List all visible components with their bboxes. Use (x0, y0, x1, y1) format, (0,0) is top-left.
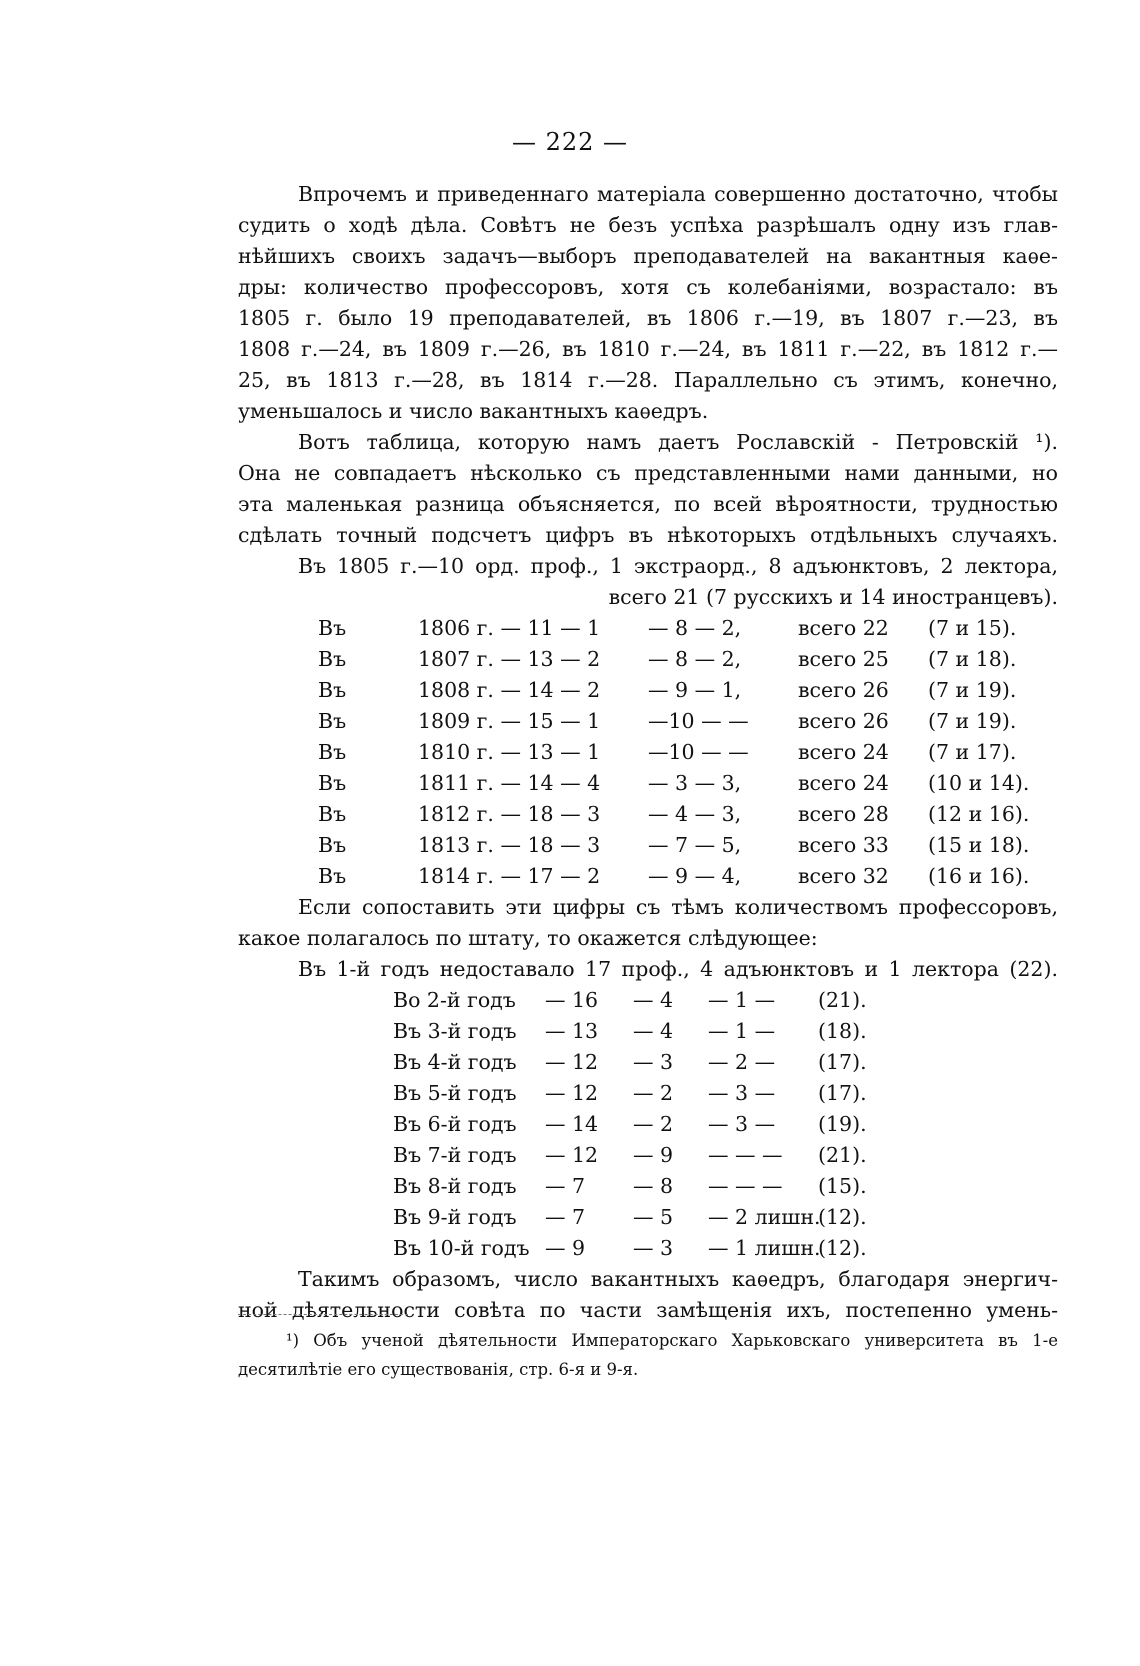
table-cell: 1812 г. — 18 — 3 (418, 802, 601, 826)
table-cell: — 2 (633, 1081, 674, 1105)
table-row (318, 706, 1058, 737)
table-cell: (18). (818, 1019, 867, 1043)
table-row (393, 1109, 1058, 1140)
table-cell: 1814 г. — 17 — 2 (418, 864, 601, 888)
table1-intro-line: Въ 1805 г.—10 орд. проф., 1 экстраорд., 8 адъюнктовъ, 2 лектора, (298, 554, 1058, 578)
table-cell: — 7 (545, 1174, 586, 1198)
table-cell: — 4 — 3, (648, 802, 742, 826)
table-cell: всего 25 (798, 647, 889, 671)
table-row (393, 1078, 1058, 1109)
table-row (318, 613, 1058, 644)
table-cell: Въ 8-й годъ (393, 1174, 517, 1198)
table-cell: Въ 5-й годъ (393, 1081, 517, 1105)
table-row (393, 1047, 1058, 1078)
table-cell: Во 2-й годъ (393, 988, 516, 1012)
table-cell: — 9 — 4, (648, 864, 742, 888)
text-line: судить о ходѣ дѣла. Совѣтъ не безъ успѣха разрѣшалъ одну изъ глав- (238, 213, 1058, 237)
table-cell: — 8 — 2, (648, 616, 742, 640)
table-row (393, 985, 1058, 1016)
table-cell: — 4 (633, 988, 674, 1012)
table-cell: — 5 (633, 1205, 674, 1229)
table-row (318, 644, 1058, 675)
footnote-line: ¹) Объ ученой дѣятельности Императорскаго Харьковскаго университета въ 1-е (286, 1331, 1058, 1350)
table-cell: Въ (318, 616, 347, 640)
footnote (238, 1326, 1058, 1384)
table-cell: (16 и 16). (928, 864, 1030, 888)
table-cell: 1808 г. — 14 — 2 (418, 678, 601, 702)
table-cell: (17). (818, 1081, 867, 1105)
table-cell: — — — (708, 1143, 783, 1167)
text-line: сдѣлать точный подсчетъ цифръ въ нѣкоторыхъ отдѣльныхъ случаяхъ. (238, 523, 1058, 547)
table-cell: 1807 г. — 13 — 2 (418, 647, 601, 671)
table-cell: Въ (318, 833, 347, 857)
text-line: дры: количество профессоровъ, хотя съ колебаніями, возрастало: въ (238, 275, 1058, 299)
main-text (238, 179, 1058, 1326)
table-cell: всего 24 (798, 771, 889, 795)
table-cell: (21). (818, 988, 867, 1012)
table-cell: —10 — — (648, 740, 749, 764)
text-line: 25, въ 1813 г.—28, въ 1814 г.—28. Параллельно съ этимъ, конечно, (238, 368, 1058, 392)
text-line: Впрочемъ и приведеннаго матеріала совершенно достаточно, чтобы (298, 182, 1058, 206)
table-row (318, 861, 1058, 892)
table-cell: — 1 — (708, 988, 776, 1012)
table-row (318, 675, 1058, 706)
table-cell: Въ 6-й годъ (393, 1112, 517, 1136)
table-cell: — 3 — (708, 1112, 776, 1136)
footnote-rule (238, 1314, 408, 1315)
table-cell: (12). (818, 1205, 867, 1229)
table-cell: — 1 — (708, 1019, 776, 1043)
table-cell: всего 26 (798, 709, 889, 733)
text-line: уменьшалось и число вакантныхъ каѳедръ. (238, 399, 709, 423)
table-cell: Въ (318, 678, 347, 702)
table-cell: — 7 (545, 1205, 586, 1229)
table-cell: всего 32 (798, 864, 889, 888)
table-row (393, 1202, 1058, 1233)
table-cell: — 12 (545, 1081, 599, 1105)
text-line: 1805 г. было 19 преподавателей, въ 1806 г.—19, въ 1807 г.—23, въ (238, 306, 1058, 330)
table-cell: — 9 (633, 1143, 674, 1167)
table-cell: (12 и 16). (928, 802, 1030, 826)
table-row (318, 768, 1058, 799)
footnote-line: десятилѣтіе его существованія, стр. 6-я и 9-я. (238, 1360, 639, 1379)
vacancy-table (238, 985, 1058, 1264)
table-row (393, 1016, 1058, 1047)
table-cell: Въ 3-й годъ (393, 1019, 517, 1043)
table-cell: — 12 (545, 1050, 599, 1074)
table-cell: — — — (708, 1174, 783, 1198)
table-cell: — 4 (633, 1019, 674, 1043)
table-cell: (19). (818, 1112, 867, 1136)
table-cell: (17). (818, 1050, 867, 1074)
text-line: Если сопоставить эти цифры съ тѣмъ количествомъ профессоровъ, (298, 895, 1058, 919)
table-cell: —10 — — (648, 709, 749, 733)
text-line: нѣйшихъ своихъ задачъ—выборъ преподавателей на вакантныя каѳе- (238, 244, 1058, 268)
table-cell: 1813 г. — 18 — 3 (418, 833, 601, 857)
table-row (393, 1140, 1058, 1171)
table-cell: — 2 (633, 1112, 674, 1136)
table-cell: всего 24 (798, 740, 889, 764)
table1-intro-line: всего 21 (7 русскихъ и 14 иностранцевъ). (608, 585, 1058, 609)
table-cell: (7 и 19). (928, 678, 1017, 702)
table-cell: Въ (318, 740, 347, 764)
table-cell: Въ 10-й годъ (393, 1236, 530, 1260)
table-row (318, 830, 1058, 861)
table-row (318, 799, 1058, 830)
table-cell: (7 и 18). (928, 647, 1017, 671)
table-row (393, 1233, 1058, 1264)
text-line: Въ 1-й годъ недоставало 17 проф., 4 адъюнктовъ и 1 лектора (22). (298, 957, 1058, 981)
table-cell: (7 и 19). (928, 709, 1017, 733)
table-cell: всего 26 (798, 678, 889, 702)
table-cell: — 7 — 5, (648, 833, 742, 857)
table-cell: — 8 — 2, (648, 647, 742, 671)
table-cell: (15). (818, 1174, 867, 1198)
table-cell: всего 33 (798, 833, 889, 857)
table-cell: всего 22 (798, 616, 889, 640)
table-cell: (12). (818, 1236, 867, 1260)
table-cell: Въ (318, 771, 347, 795)
text-line: Она не совпадаетъ нѣсколько съ представленными нами данными, но (238, 461, 1058, 485)
table-cell: — 14 (545, 1112, 599, 1136)
table-cell: (7 и 15). (928, 616, 1017, 640)
table-cell: — 3 — (708, 1081, 776, 1105)
text-line: 1808 г.—24, въ 1809 г.—26, въ 1810 г.—24, въ 1811 г.—22, въ 1812 г.— (238, 337, 1058, 361)
table-cell: — 13 (545, 1019, 599, 1043)
table-cell: — 2 лишн. (708, 1205, 821, 1229)
text-line: какое полагалось по штату, то окажется слѣдующее: (238, 926, 818, 950)
table-cell: — 9 — 1, (648, 678, 742, 702)
table-cell: (7 и 17). (928, 740, 1017, 764)
table-cell: Въ 7-й годъ (393, 1143, 517, 1167)
table-cell: 1809 г. — 15 — 1 (418, 709, 601, 733)
table-cell: — 3 (633, 1236, 674, 1260)
table-cell: Въ 9-й годъ (393, 1205, 517, 1229)
table-cell: Въ (318, 647, 347, 671)
table-cell: — 16 (545, 988, 599, 1012)
table-cell: 1811 г. — 14 — 4 (418, 771, 601, 795)
table-cell: — 8 (633, 1174, 674, 1198)
text-line: Такимъ образомъ, число вакантныхъ каѳедръ, благодаря энергич- (298, 1267, 1058, 1291)
table-cell: — 12 (545, 1143, 599, 1167)
table-cell: — 3 — 3, (648, 771, 742, 795)
table-cell: Въ (318, 802, 347, 826)
table-cell: (15 и 18). (928, 833, 1030, 857)
staff-table-1805-1814 (238, 613, 1058, 892)
table-cell: — 2 — (708, 1050, 776, 1074)
table-cell: — 1 лишн. (708, 1236, 821, 1260)
text-line: Вотъ таблица, которую намъ даетъ Рославскій - Петровскій ¹). (298, 430, 1058, 454)
table-cell: Въ (318, 709, 347, 733)
table-cell: Въ (318, 864, 347, 888)
text-line: эта маленькая разница объясняется, по всей вѣроятности, трудностью (238, 492, 1058, 516)
table-cell: всего 28 (798, 802, 889, 826)
table-cell: 1810 г. — 13 — 1 (418, 740, 601, 764)
table-cell: — 3 (633, 1050, 674, 1074)
table-cell: — 9 (545, 1236, 586, 1260)
table-cell: Въ 4-й годъ (393, 1050, 517, 1074)
text-line: ной дѣятельности совѣта по части замѣщенія ихъ, постепенно умень- (238, 1298, 1058, 1322)
table-cell: (21). (818, 1143, 867, 1167)
table-row (318, 737, 1058, 768)
table-row (393, 1171, 1058, 1202)
table-cell: (10 и 14). (928, 771, 1030, 795)
page-number: — 222 — (511, 128, 629, 156)
table-cell: 1806 г. — 11 — 1 (418, 616, 601, 640)
